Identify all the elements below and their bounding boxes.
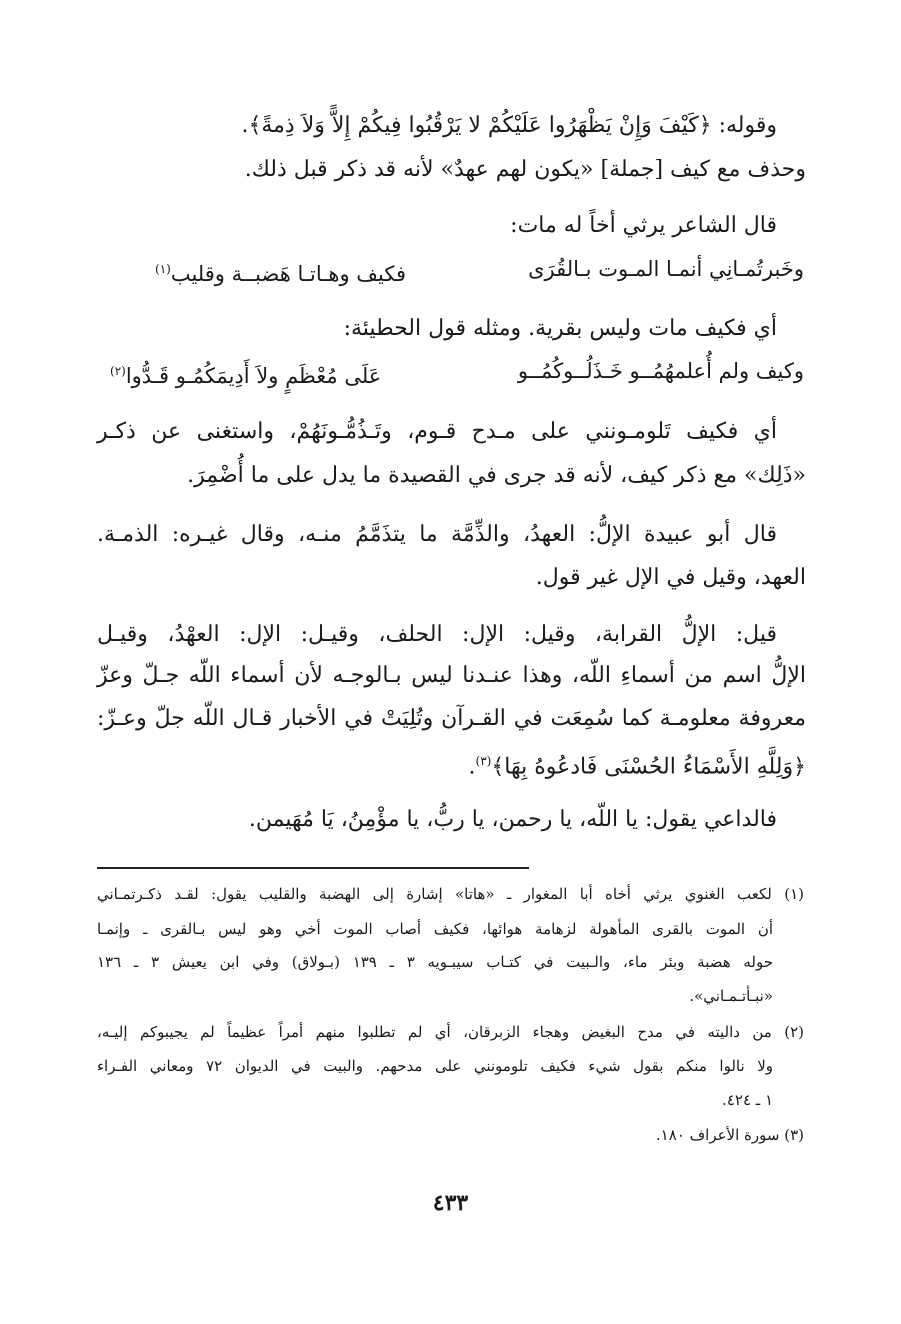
footnote-1-line-1: (١) لكعب الغنوي يرثي أخاه أبا المغوار ـ «هاتا» إشارة إلى الهضبة والقليب يقول: لقـد ذكـرتمـاني	[97, 885, 804, 903]
footnote-2-line-3: ١ ـ ٤٢٤.	[722, 1091, 773, 1109]
footnote-1-line-3: حوله هضبة وبئر ماء، والـبيت في كتـاب سيبـويه ٣ ـ ١٣٩ (بـولاق) وفي ابن يعيش ٣ ـ ١٣٦	[97, 953, 774, 971]
body-line-2: وحذف مع كيف [جملة] «يكون لهم عهدٌ» لأنه قد ذكر قبل ذلك.	[244, 157, 806, 182]
body-line-1: وقوله: ﴿كَيْفَ وَإِنْ يَظْهَرُوا عَلَيْكُمْ لا يَرْقُبُوا فِيكُمْ إِلاًّ وَلاَ ذِمةً﴾.	[241, 113, 777, 138]
body-line-12	[469, 746, 806, 782]
page-number: ٤٣٣	[432, 1190, 469, 1216]
body-line-9: قيل: الإلُّ القرابة، وقيل: الإل: الحلف، وقيـل: الإل: العهْدُ، وقيـل	[97, 622, 777, 647]
footnote-1-line-2: أن الموت بالقرى المأهولة لزهامة هوائها، فكيف أصاب الموت أخي وهو ليس بـالقرى ـ وإنمـا	[97, 920, 773, 938]
body-line-13: فالداعي يقول: يا اللّه، يا رحمن، يا ربُّ، يا مؤْمِنُ، يَا مُهَيمن.	[248, 807, 777, 832]
line-end-period: .	[468, 754, 476, 780]
body-line-3: قال الشاعر يرثي أخاً له مات:	[510, 213, 777, 238]
footnote-1-line-4: «نبـأتـمـاني».	[689, 987, 773, 1005]
body-line-6: «ذَلِك» مع ذكر كيف، لأنه قد جرى في القصيدة ما يدل على ما أُضْمِرَ.	[187, 463, 806, 488]
verse-2-second-hemistich	[110, 356, 381, 391]
body-line-10: الإلُّ اسم من أسماءِ اللّه، وهذا عنـدنا ليس بـالوجـه لأن أسماء اللّه جـلّ وعزّ	[97, 663, 807, 688]
footnote-marker-2: (٢)	[110, 364, 126, 378]
quran-quote: ﴿وَلِلَّهِ الأَسْمَاءُ الحُسْنَى فَادعُوهُ بِهَا﴾	[491, 754, 806, 780]
body-line-11: معروفة معلومـة كما سُمِعَت في القـرآن وتُلِيَتْ في الأخبار قـال اللّه جلّ وعـزّ:	[97, 706, 806, 731]
verse-2-second-text: عَلَى مُعْظَمٍ ولاَ أَدِيمَكُمُـو قَـدُّوا	[125, 364, 382, 388]
body-line-4: أي فكيف مات وليس بقرية. ومثله قول الحطيئة:	[343, 316, 777, 341]
footnote-marker-3: (٣)	[475, 754, 492, 768]
verse-1-second-hemistich	[155, 254, 406, 289]
footnote-3-line-1: (٣) سورة الأعراف ١٨٠.	[655, 1126, 804, 1144]
footnote-2-line-1: (٢) من داليته في مدح البغيض وهجاء الزبرقان، أي لم تطلبوا منهم أمراً عظيماً لم يجيبوكم إليـه،	[97, 1023, 804, 1041]
footnote-2-line-2: ولا نالوا منكم بقول شيء فكيف تلومونني على مدحهم. والبيت في الديوان ٧٢ ومعاني الفـراء	[97, 1057, 773, 1075]
footnote-separator	[97, 867, 529, 869]
verse-1-first-hemistich: وخَبرتُمـانِي أنمـا المـوت بـالقُرَى	[528, 257, 804, 281]
body-line-5: أي فكيف تَلومـونني على مـدح قـوم، وتَـذُمُّـونَهُمْ، واستغنى عن ذكـر	[97, 419, 777, 444]
footnote-marker-1: (١)	[155, 262, 171, 276]
body-line-8: العهد، وقيل في الإل غير قول.	[535, 565, 806, 590]
verse-2-first-hemistich: وكيف ولم أُعلمهُمُــو خَـذَلُــوكُمُــو	[517, 359, 804, 383]
verse-1-second-text: فكيف وهـاتـا هَضبــة وقليب	[170, 262, 407, 286]
body-line-7: قال أبو عبيدة الإلُّ: العهدُ، والذِّمَّة ما يتذَمَّمُ منـه، وقال غيـره: الذمـة.	[97, 522, 777, 547]
